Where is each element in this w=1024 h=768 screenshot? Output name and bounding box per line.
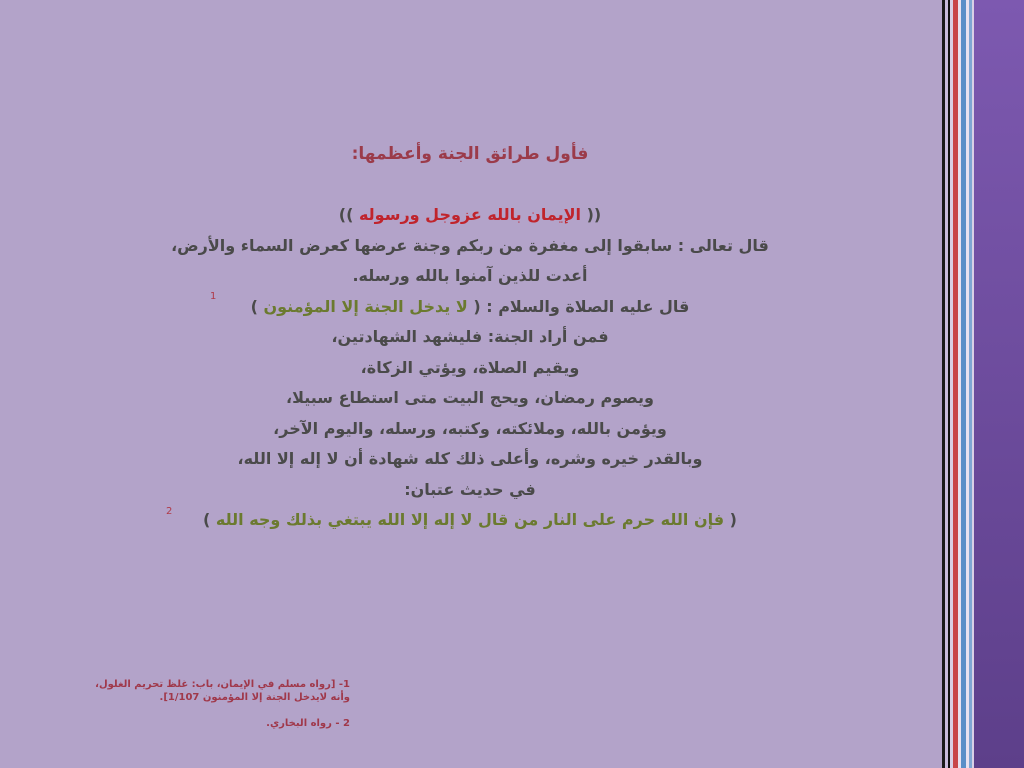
itban-hadith-line xyxy=(150,505,790,536)
body-line-7: ويصوم رمضان، ويحج البيت متى استطاع سبيلا، xyxy=(286,388,654,407)
itban-quote: فإن الله حرم على النار من قال لا إله إلا الله يبتغي بذلك وجه الله xyxy=(215,510,725,529)
body-line-5: فمن أراد الجنة: فليشهد الشهادتين، xyxy=(331,327,609,346)
footnote-mark-2: 2 xyxy=(166,506,173,517)
verse-line-2: أعدت للذين آمنوا بالله ورسله. xyxy=(352,266,588,285)
body-line-9: وبالقدر خيره وشره، وأعلى ذلك كله شهادة أن لا إله إلا الله، xyxy=(237,449,703,468)
footnote-mark-1: 1 xyxy=(210,291,217,302)
footnote-1-line-2: وأنه لايدخل الجنة إلا المؤمنون 1/107]. xyxy=(159,692,350,703)
body-line-8: ويؤمن بالله، وملائكته، وكتبه، ورسله، واليوم الآخر، xyxy=(273,418,667,438)
iman-phrase: الإيمان بالله عزوجل ورسوله xyxy=(358,205,582,224)
hadith-line xyxy=(150,292,790,323)
body-line-10: في حديث عتبان: xyxy=(404,479,536,499)
hadith-close: ) xyxy=(250,296,264,316)
bracket-open: (( xyxy=(581,205,602,224)
line-iman xyxy=(150,200,790,231)
body-line-6: ويقيم الصلاة، ويؤتي الزكاة، xyxy=(360,357,580,377)
hadith-intro: قال عليه الصلاة والسلام : ( xyxy=(467,296,690,316)
itban-open: ( xyxy=(724,510,737,529)
slide-body xyxy=(150,138,790,536)
hadith-quote: لا يدخل الجنة إلا المؤمنون xyxy=(263,296,468,316)
bracket-close: )) xyxy=(338,205,359,224)
itban-close: ) xyxy=(203,510,216,529)
footnotes xyxy=(60,678,350,730)
decorative-stripes xyxy=(942,0,1024,768)
verse-line-1: قال تعالى : سابقوا إلى مغفرة من ربكم وجنة عرضها كعرض السماء والأرض، xyxy=(171,235,769,255)
slide-title: فأول طرائق الجنة وأعظمها: xyxy=(351,144,589,164)
footnote-1-line-1: 1- [رواه مسلم في الإيمان، باب: غلظ تحريم الغلول، xyxy=(95,679,350,690)
footnote-2: 2 - رواه البخاري. xyxy=(266,718,350,729)
